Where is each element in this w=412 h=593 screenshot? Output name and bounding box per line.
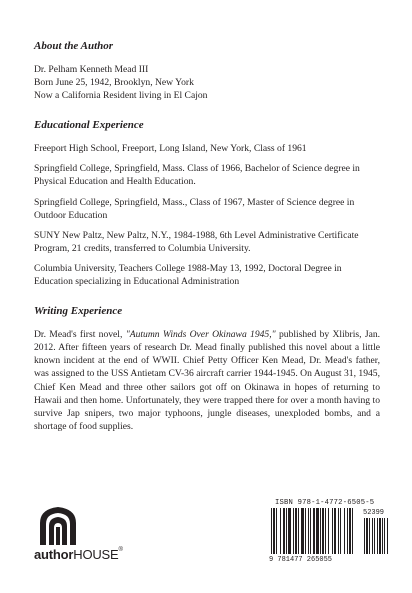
education-item: Freeport High School, Freeport, Long Island, New York, Class of 1961 bbox=[34, 143, 307, 155]
writing-section bbox=[34, 305, 380, 433]
registered-mark: ® bbox=[118, 547, 123, 553]
about-author-section bbox=[34, 40, 380, 102]
publisher-name-thin: HOUSE bbox=[73, 547, 119, 562]
education-item: SUNY New Paltz, New Paltz, N.Y., 1984-1988, 6th Level Administrative Certificate Program, 21 credits, transferred to Columbia University. bbox=[34, 229, 359, 254]
barcode-addon-digits: 52399 bbox=[363, 509, 385, 517]
publisher-name bbox=[34, 547, 123, 562]
writing-text-rest: published by Xlibris, Jan. 2012. After fifteen years of research Dr. Mead finally published this novel about a little known incident at the end of WWII. Chief Petty Officer Ken Mead, Dr. Mead's father, was assigned to the USS Antietam CV-36 aircraft carrier 1944-1945. On August 31, 1945, Chief Ken Mead and three other sailors got off on Okinawa in hopes of returning to Hawaii and then home. Unfortunately, they were trapped there for over a month having to survive Jap snipers, two major typhoons, jungle diseases, unexploded bombs, and a shortage of food supplies. bbox=[34, 329, 381, 432]
book-title: "Autumn Winds Over Okinawa 1945," bbox=[125, 329, 276, 341]
back-cover-text bbox=[34, 40, 380, 433]
isbn-number: ISBN 978-1-4772-6505-5 bbox=[275, 499, 375, 507]
author-residence: Now a California Resident living in El Cajon bbox=[34, 90, 208, 102]
isbn-barcode bbox=[269, 499, 388, 567]
education-item: Springfield College, Springfield, Mass., Class of 1967, Master of Science degree in Outdoor Education bbox=[34, 196, 355, 221]
about-author-heading: About the Author bbox=[34, 40, 114, 52]
education-heading: Educational Experience bbox=[34, 119, 144, 132]
writing-heading: Writing Experience bbox=[34, 305, 123, 318]
author-birth: Born June 25, 1942, Brooklyn, New York bbox=[34, 77, 194, 89]
writing-text-start: Dr. Mead's first novel, bbox=[34, 329, 126, 341]
authorhouse-logo-icon bbox=[36, 505, 80, 545]
barcode-digits: 9 781477 265055 bbox=[269, 556, 333, 564]
education-item: Columbia University, Teachers College 1988-May 13, 1992, Doctoral Degree in Education specializing in Educational Administration bbox=[34, 262, 342, 288]
writing-paragraph bbox=[34, 328, 380, 433]
education-section bbox=[34, 119, 380, 288]
publisher-name-bold: author bbox=[34, 547, 74, 562]
education-item: Springfield College, Springfield, Mass. Class of 1966, Bachelor of Science degree in Physical Education and Health Education. bbox=[34, 163, 360, 188]
author-name: Dr. Pelham Kenneth Mead III bbox=[34, 64, 149, 75]
publisher-logo bbox=[34, 505, 124, 565]
